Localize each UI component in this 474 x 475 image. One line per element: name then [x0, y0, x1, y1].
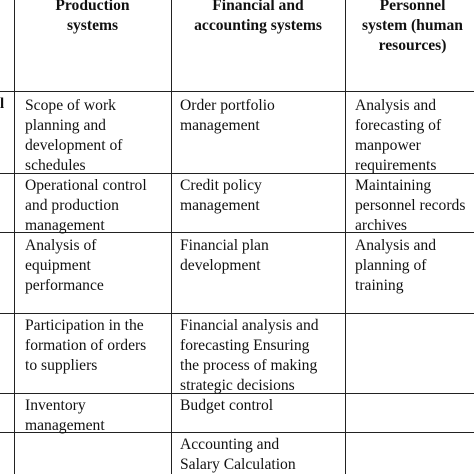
table-cell — [180, 396, 273, 416]
cell-line: requirements — [355, 157, 437, 174]
cell-line: development — [180, 257, 261, 274]
header-financial — [171, 0, 345, 36]
table-cell — [180, 176, 262, 216]
row-marker: l — [0, 96, 5, 112]
table-cell — [180, 435, 296, 475]
cell-line: Financial plan — [180, 237, 269, 254]
cell-line: equipment — [25, 257, 91, 274]
header-personnel — [345, 0, 474, 56]
column-divider — [171, 0, 172, 474]
cell-line: training — [355, 277, 404, 294]
table-cell — [355, 176, 465, 236]
cell-line: Participation in the — [25, 317, 144, 334]
cell-line: management — [180, 197, 260, 214]
cell-line: management — [25, 417, 105, 434]
header-line: accounting systems — [194, 17, 322, 34]
table-cell — [25, 316, 146, 376]
header-line: system (human — [362, 17, 463, 34]
table-cell — [180, 236, 269, 276]
header-line: Financial and — [212, 0, 304, 14]
cell-line: archives — [355, 217, 407, 234]
cell-line: Scope of work — [25, 97, 116, 114]
cell-line: Order portfolio — [180, 97, 275, 114]
cell-line: to suppliers — [25, 357, 98, 374]
cell-line: Analysis and — [355, 97, 436, 114]
cell-line: personnel records — [355, 197, 466, 214]
column-divider — [345, 0, 346, 474]
cell-line: management — [180, 117, 260, 134]
cell-line: the process of making — [180, 357, 318, 374]
cell-line: schedules — [25, 157, 86, 174]
table-cell — [25, 96, 122, 176]
table-cell — [25, 236, 104, 296]
cell-line: and production — [25, 197, 119, 214]
header-line: Production — [55, 0, 130, 14]
table-cell — [355, 96, 441, 176]
cell-line: forecasting Ensuring — [180, 337, 310, 354]
cell-line: planning of — [355, 257, 427, 274]
table-cell — [180, 96, 275, 136]
header-line: systems — [66, 17, 119, 34]
cell-line: Operational control — [25, 177, 147, 194]
cell-line: development of — [25, 137, 123, 154]
cell-line: performance — [25, 277, 104, 294]
header-line: resources) — [378, 37, 447, 54]
column-divider — [14, 0, 15, 474]
cell-line: Inventory — [25, 397, 86, 414]
cell-line: manpower — [355, 137, 421, 154]
cell-line: forecasting of — [355, 117, 442, 134]
cell-line: Analysis and — [355, 237, 436, 254]
cell-line: management — [25, 217, 105, 234]
cell-line: Credit policy — [180, 177, 262, 194]
cell-line: Budget control — [180, 397, 274, 414]
table-cell — [25, 396, 105, 436]
cell-line: strategic decisions — [180, 377, 295, 394]
header-line: Personnel — [379, 0, 446, 14]
table-cell — [355, 236, 436, 296]
cell-line: formation of orders — [25, 337, 147, 354]
table-cell — [25, 176, 147, 236]
cell-line: Maintaining — [355, 177, 432, 194]
table-cell — [180, 316, 319, 396]
row-divider — [0, 313, 474, 314]
cell-line: Salary Calculation — [180, 456, 296, 473]
row-divider — [0, 91, 474, 92]
header-production — [14, 0, 171, 36]
cell-line: planning and — [25, 117, 106, 134]
cell-line: Financial analysis and — [180, 317, 319, 334]
cell-line: Accounting and — [180, 436, 280, 453]
cell-line: Analysis of — [25, 237, 97, 254]
